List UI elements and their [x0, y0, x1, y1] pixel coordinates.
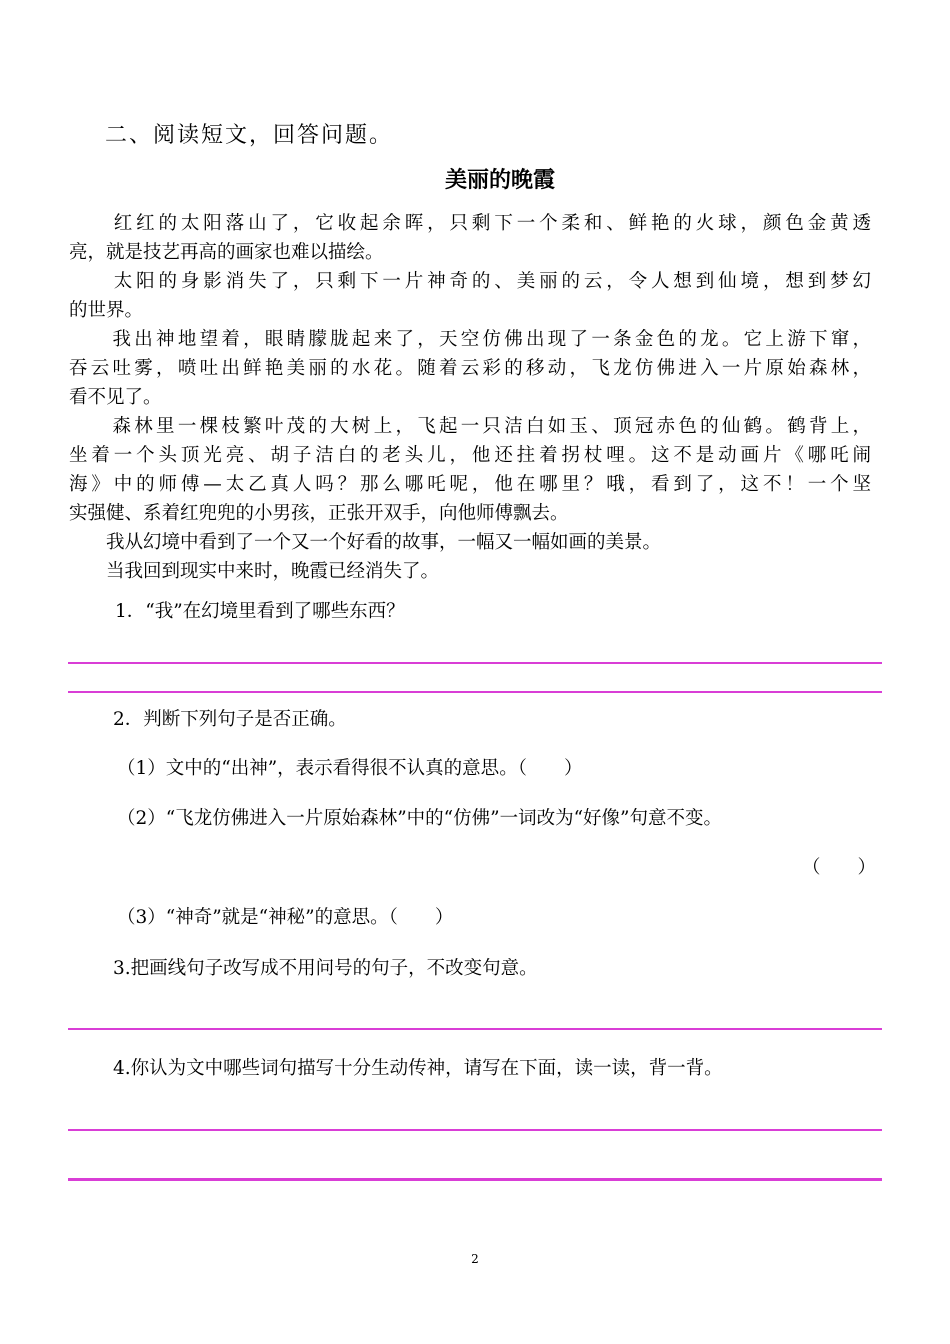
passage-line: 看不见了。 — [69, 387, 162, 408]
question-2-1: （1）文中的“出神”，表示看得很不认真的意思。（ ） — [117, 758, 583, 779]
answer-line[interactable] — [68, 662, 882, 664]
question-3: 3.把画线句子改写成不用问号的句子，不改变句意。 — [113, 958, 538, 979]
passage-title: 美丽的晚霞 — [444, 168, 555, 193]
passage-line: 实强健、系着红兜兜的小男孩，正张开双手，向他师傅飘去。 — [69, 503, 569, 524]
passage-line: 亮，就是技艺再高的画家也难以描绘。 — [69, 242, 384, 263]
passage-line: 当我回到现实中来时，晚霞已经消失了。 — [69, 561, 440, 582]
question-2-3: （3）“神奇”就是“神秘”的意思。（ ） — [117, 907, 454, 928]
passage-line: 吞云吐雾，喷吐出鲜艳美丽的水花。随着云彩的移动，飞龙仿佛进入一片原始森林， — [69, 358, 871, 379]
passage-line: 坐着一个头顶光亮、胡子洁白的老头儿，他还拄着拐杖哩。这不是动画片《哪吒闹 — [69, 445, 871, 466]
passage-line: 我从幻境中看到了一个又一个好看的故事，一幅又一幅如画的美景。 — [69, 532, 662, 553]
passage — [69, 209, 871, 586]
answer-line[interactable] — [68, 1028, 882, 1030]
section-heading: 二、阅读短文，回答问题。 — [105, 123, 394, 148]
answer-parentheses[interactable]: （ ） — [802, 857, 877, 878]
question-2-2: （2）“飞龙仿佛进入一片原始森林”中的“仿佛”一词改为“好像”句意不变。 — [117, 808, 723, 829]
answer-line[interactable] — [68, 1129, 882, 1131]
passage-line: 森林里一棵枝繁叶茂的大树上，飞起一只洁白如玉、顶冠赤色的仙鹤。鹤背上， — [69, 416, 871, 437]
answer-line[interactable] — [68, 691, 882, 693]
passage-line: 太阳的身影消失了，只剩下一片神奇的、美丽的云，令人想到仙境，想到梦幻 — [69, 271, 871, 292]
question-1: 1．“我”在幻境里看到了哪些东西？ — [115, 601, 405, 622]
passage-line: 的世界。 — [69, 300, 144, 321]
passage-line: 海》中的师傅—太乙真人吗？那么哪吒呢，他在哪里？哦，看到了，这不！一个坚 — [69, 474, 871, 495]
answer-line[interactable] — [68, 1178, 882, 1181]
question-4: 4.你认为文中哪些词句描写十分生动传神，请写在下面，读一读，背一背。 — [113, 1058, 723, 1079]
question-2: 2．判断下列句子是否正确。 — [113, 709, 347, 730]
page-number: 2 — [471, 1252, 479, 1266]
passage-line: 我出神地望着，眼睛朦胧起来了，天空仿佛出现了一条金色的龙。它上游下窜， — [69, 329, 871, 350]
passage-line: 红红的太阳落山了，它收起余晖，只剩下一个柔和、鲜艳的火球，颜色金黄透 — [69, 213, 871, 234]
